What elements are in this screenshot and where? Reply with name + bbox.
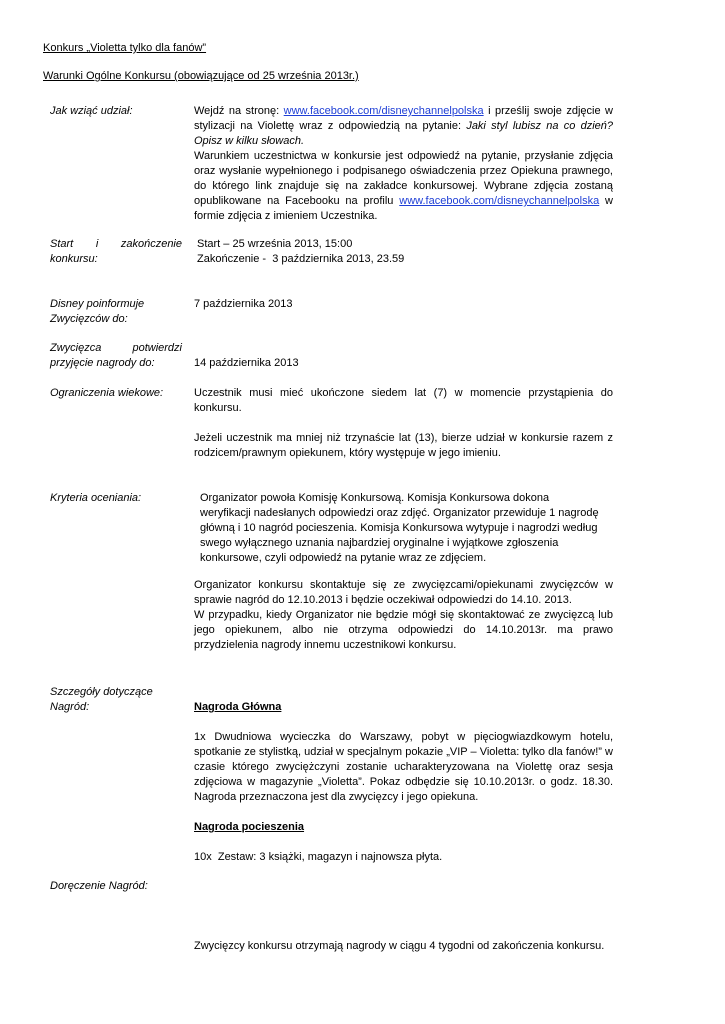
consolation-prize-heading: Nagroda pocieszenia: [194, 821, 305, 833]
document-title: Konkurs „Violetta tylko dla fanów”: [43, 42, 207, 54]
criteria-contact: Organizator konkursu skontaktuje się ze zwycięzcami/opiekunami zwycięzców w sprawie nagród do 12.10.2013 i będzie oczekiwał odpowiedzi do 14.10. 2013.: [194, 579, 613, 606]
main-prize-description: 1x Dwudniowa wycieczka do Warszawy, pobyt w pięciogwiazdkowym hotelu, spotkanie ze stylistką, udział w specjalnym pokazie „VIP – Violetta: tylko dla fanów!” w czasie którego zwyciężczyni zostanie ucharakteryzowana na Violettę oraz sesja zdjęciowa w magazynie „Violetta”. Pokaz odbędzie się 10.10.2013r. o godz. 18.30. Nagroda przeznaczona jest dla zwycięzcy i jego opiekuna.: [194, 731, 613, 803]
delivery-label: Doręczenie Nagród:: [50, 880, 148, 892]
inform-label: [50, 297, 182, 327]
prizes-label-line-1: Szczegóły dotyczące: [50, 686, 153, 698]
consolation-prize-description: 10x Zestaw: 3 książki, magazyn i najnowsza płyta.: [194, 851, 443, 863]
dates-label-line-1: Start i zakończenie: [50, 238, 182, 250]
main-prize-heading: Nagroda Główna: [194, 701, 282, 713]
criteria-line-5: konkursowe, czyli odpowiedź na pytanie wraz ze zdjęciem.: [200, 552, 487, 564]
dates-content: [197, 237, 616, 267]
prizes-label: [50, 685, 182, 715]
participation-conditions-end: w formie zdjęcia z imieniem Uczestnika.: [194, 195, 613, 222]
document-subtitle: Warunki Ogólne Konkursu (obowiązujące od 25 września 2013r.): [43, 70, 359, 82]
delivery-text: Zwycięzcy konkursu otrzymają nagrody w ciągu 4 tygodni od zakończenia konkursu.: [194, 940, 605, 952]
dates-label: [50, 237, 182, 267]
criteria-line-3: główną i 10 nagród pocieszenia. Komisja Konkursowa wytypuje i nagrodzi według: [200, 522, 598, 534]
criteria-line-1: Organizator powoła Komisję Konkursową. Komisja Konkursowa dokona: [200, 492, 550, 504]
participation-label: Jak wziąć udział:: [50, 105, 133, 117]
contest-start: Start – 25 września 2013, 15:00: [197, 238, 353, 250]
contest-end: Zakończenie - 3 października 2013, 23.59: [197, 253, 405, 265]
dates-label-line-2: konkursu:: [50, 253, 98, 265]
facebook-link[interactable]: www.facebook.com/disneychannelpolska: [283, 105, 484, 117]
participation-content: [194, 104, 613, 224]
criteria-content: [194, 491, 613, 653]
criteria-reassignment: W przypadku, kiedy Organizator nie będzie mógł się skontaktować ze zwycięzcą lub jego opiekunem, albo nie otrzyma odpowiedzi do 14.10.2013r. ma prawo przydzielenia nagrody innemu uczestnikowi konkursu.: [194, 609, 613, 651]
criteria-line-2: weryfikacji nadesłanych odpowiedzi oraz zdjęć. Organizator przewiduje 1 nagrodę: [200, 507, 599, 519]
confirm-date: 14 października 2013: [194, 357, 299, 369]
inform-label-line-1: Disney poinformuje: [50, 298, 145, 310]
confirm-label-line-1: Zwycięzca potwierdzi: [50, 342, 182, 354]
prizes-content: [194, 700, 613, 865]
confirm-label-line-2: przyjęcie nagrody do:: [50, 357, 155, 369]
age-content: [194, 386, 613, 461]
contest-question: Jaki styl lubisz na co dzień? Opisz w kilku słowach.: [194, 120, 614, 147]
prizes-label-line-2: Nagród:: [50, 701, 90, 713]
participation-conditions: Warunkiem uczestnictwa w konkursie jest odpowiedź na pytanie, przysłanie zdjęcia oraz wysłanie wypełnionego i podpisanego oświadczenia przez Opiekuna prawnego, do którego link znajduje się na zakładce konkursowej. Wybrane zdjęcia zostaną opublikowane na Facebooku na profilu: [194, 150, 613, 207]
facebook-profile-link[interactable]: www.facebook.com/disneychannelpolska: [399, 195, 600, 207]
criteria-label: Kryteria oceniania:: [50, 492, 142, 504]
participation-text-2: i prześlij swoje zdjęcie w stylizacji na Violettę wraz z odpowiedzią na pytanie:: [194, 105, 613, 132]
age-label: Ograniczenia wiekowe:: [50, 387, 164, 399]
age-guardian-rule: Jeżeli uczestnik ma mniej niż trzynaście lat (13), bierze udział w konkursie razem z rodzicem/prawnym opiekunem, który występuje w jego imieniu.: [194, 432, 613, 459]
age-minimum: Uczestnik musi mieć ukończone siedem lat (7) w momencie przystąpienia do konkursu.: [194, 387, 613, 414]
participation-text-1: Wejdź na stronę:: [194, 105, 280, 117]
inform-label-line-2: Zwycięzców do:: [50, 313, 128, 325]
confirm-label: [50, 341, 182, 371]
inform-date: 7 października 2013: [194, 298, 293, 310]
criteria-line-4: swego wyłącznego uznania najbardziej oryginalne i wyjątkowe zgłoszenia: [200, 537, 559, 549]
